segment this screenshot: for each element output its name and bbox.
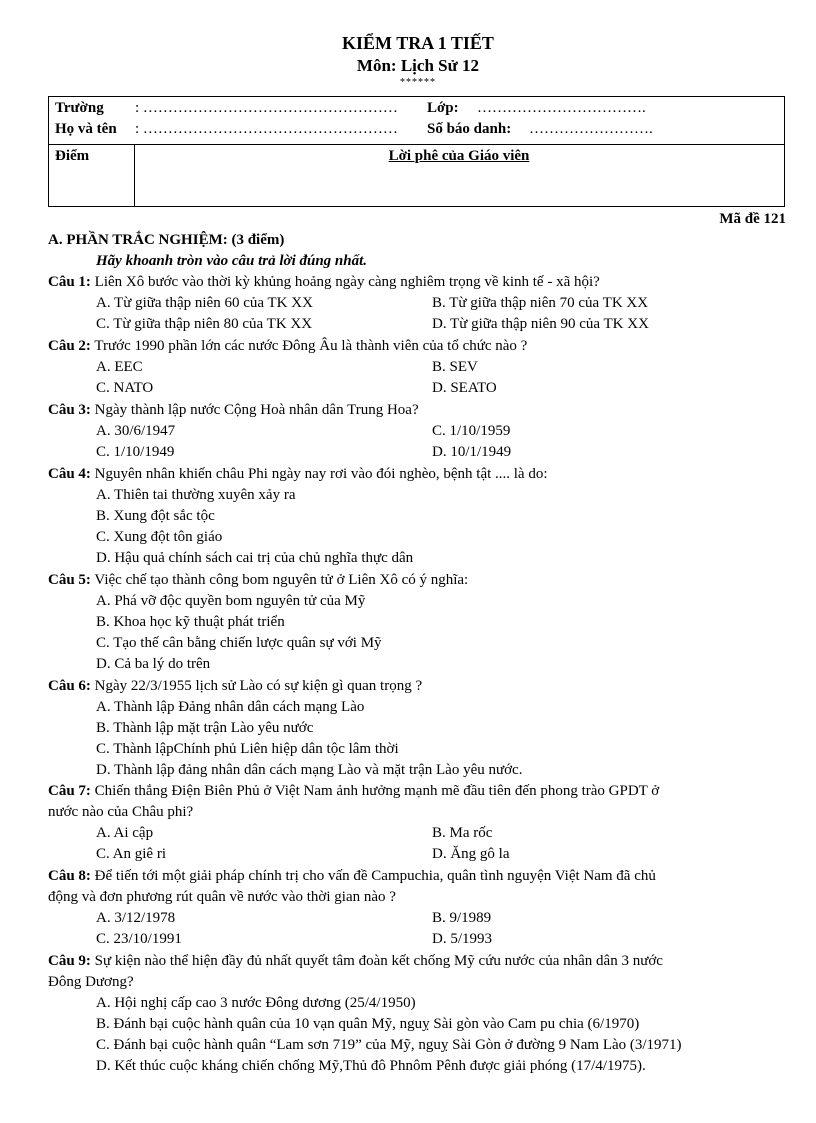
q5-option-b[interactable]: B. Khoa học kỹ thuật phát triển [96,614,285,630]
q9-option-c[interactable]: C. Đánh bại cuộc hành quân “Lam sơn 719” của Mỹ, nguỵ Sài Gòn ở đường 9 Nam Lào (3/1971) [96,1037,682,1053]
question-3: Câu 3: Ngày thành lập nước Cộng Hoà nhân dân Trung Hoa? [48,402,419,418]
school-field[interactable]: : …………………………………………… [135,100,398,116]
q1-option-c[interactable]: C. Từ giữa thập niên 80 của TK XX [96,316,313,332]
q4-option-b[interactable]: B. Xung đột sắc tộc [96,508,215,524]
class-field[interactable]: ……………………………. [477,100,646,116]
q4-option-c[interactable]: C. Xung đột tôn giáo [96,529,223,545]
q9-option-d[interactable]: D. Kết thúc cuộc kháng chiến chống Mỹ,Thủ đô Phnôm Pênh được giải phóng (17/4/1975). [96,1058,646,1074]
exam-code: Mã đề 121 [719,211,786,227]
q6-option-a[interactable]: A. Thành lập Đảng nhân dân cách mạng Lào [96,699,365,715]
q2-option-d[interactable]: D. SEATO [432,380,497,396]
q3-option-d[interactable]: D. 10/1/1949 [432,444,512,460]
question-7: Câu 7: Chiến thắng Điện Biên Phủ ở Việt Nam ảnh hưởng mạnh mẽ đầu tiên đến phong trào GPDT ở [48,783,660,799]
school-label: Trường [55,100,104,116]
question-8-continued: động và đơn phương rút quân về nước vào thời gian nào ? [48,889,396,905]
q7-option-b[interactable]: B. Ma rốc [432,825,493,841]
exam-subject: Môn: Lịch Sử 12 [356,56,480,75]
q2-option-c[interactable]: C. NATO [96,380,154,396]
q2-option-b[interactable]: B. SEV [432,359,478,375]
q7-option-c[interactable]: C. An giê ri [96,846,166,862]
candidate-number-line [427,121,653,138]
q3-option-b[interactable]: C. 1/10/1959 [432,423,511,439]
q7-option-d[interactable]: D. Ăng gô la [432,846,510,862]
question-7-continued: nước nào của Châu phi? [48,804,194,820]
q6-option-b[interactable]: B. Thành lập mặt trận Lào yêu nước [96,720,314,736]
info-divider [49,144,784,145]
q1-option-a[interactable]: A. Từ giữa thập niên 60 của TK XX [96,295,313,311]
q8-option-d[interactable]: D. 5/1993 [432,931,492,947]
q2-option-a[interactable]: A. EEC [96,359,143,375]
q8-option-b[interactable]: B. 9/1989 [432,910,492,926]
q4-option-d[interactable]: D. Hậu quả chính sách cai trị của chủ nghĩa thực dân [96,550,414,566]
exam-title: KIỂM TRA 1 TIẾT [342,33,494,53]
question-8: Câu 8: Để tiến tới một giải pháp chính trị cho vấn đề Campuchia, quân tình nguyện Việt Nam đã chủ [48,868,656,884]
candidate-number-label: Số báo danh: [427,121,512,137]
question-5: Câu 5: Việc chế tạo thành công bom nguyên tử ở Liên Xô có ý nghĩa: [48,572,469,588]
question-9-continued: Đông Dương? [48,974,134,990]
question-4: Câu 4: Nguyên nhân khiến châu Phi ngày nay rơi vào đói nghèo, bệnh tật .... là do: [48,466,548,482]
q5-option-a[interactable]: A. Phá vỡ độc quyền bom nguyên tử của Mỹ [96,593,366,609]
question-6: Câu 6: Ngày 22/3/1955 lịch sử Lào có sự kiện gì quan trọng ? [48,678,423,694]
name-field[interactable]: : …………………………………………… [135,121,398,137]
name-label: Họ và tên [55,121,117,137]
q4-option-a[interactable]: A. Thiên tai thường xuyên xảy ra [96,487,296,503]
q1-option-b[interactable]: B. Từ giữa thập niên 70 của TK XX [432,295,649,311]
q5-option-c[interactable]: C. Tạo thế cân bằng chiến lược quân sự với Mỹ [96,635,382,651]
candidate-number-field[interactable]: ……………………. [529,121,653,137]
question-1: Câu 1: Liên Xô bước vào thời kỳ khủng hoảng ngày càng nghiêm trọng về kinh tế - xã hội? [48,274,600,290]
class-line [427,100,646,117]
name-line [55,121,398,138]
q9-option-b[interactable]: B. Đánh bại cuộc hành quân của 10 vạn quân Mỹ, nguỵ Sài gòn vào Cam pu chia (6/1970) [96,1016,640,1032]
question-2: Câu 2: Trước 1990 phần lớn các nước Đông Âu là thành viên của tổ chức nào ? [48,338,528,354]
title-stars: ****** [400,77,436,88]
score-label: Điểm [55,148,90,164]
question-9: Câu 9: Sự kiện nào thể hiện đầy đủ nhất quyết tâm đoàn kết chống Mỹ cứu nước của nhân dân 3 nước [48,953,663,969]
q7-option-a[interactable]: A. Ai cập [96,825,154,841]
class-label: Lớp: [427,100,459,116]
q6-option-c[interactable]: C. Thành lậpChính phủ Liên hiệp dân tộc lâm thời [96,741,399,757]
q8-option-c[interactable]: C. 23/10/1991 [96,931,182,947]
q6-option-d[interactable]: D. Thành lập đảng nhân dân cách mạng Lào và mặt trận Lào yêu nước. [96,762,523,778]
q1-option-d[interactable]: D. Từ giữa thập niên 90 của TK XX [432,316,649,332]
q5-option-d[interactable]: D. Cả ba lý do trên [96,656,211,672]
student-info-box [48,96,785,207]
q9-option-a[interactable]: A. Hội nghị cấp cao 3 nước Đông dương (25/4/1950) [96,995,416,1011]
q3-option-a[interactable]: A. 30/6/1947 [96,423,176,439]
section-heading: A. PHẦN TRẮC NGHIỆM: (3 điểm) [48,232,285,248]
teacher-comment-label: Lời phê của Giáo viên [388,148,530,164]
school-line [55,100,398,117]
instruction: Hãy khoanh tròn vào câu trả lời đúng nhất. [96,253,368,269]
q3-option-c[interactable]: C. 1/10/1949 [96,444,175,460]
q8-option-a[interactable]: A. 3/12/1978 [96,910,176,926]
